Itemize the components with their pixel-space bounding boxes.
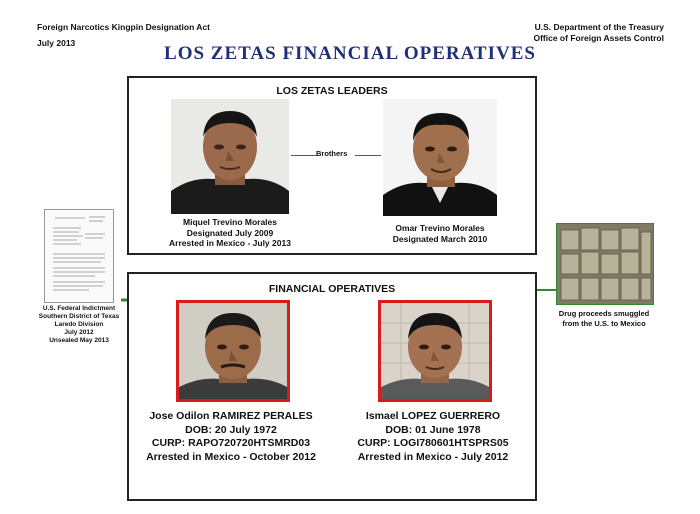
leader-arrest: Arrested in Mexico - July 2013 (169, 238, 291, 248)
header-date: July 2013 (37, 38, 76, 48)
operative-photo-lopez (378, 300, 492, 402)
brothers-line-right (355, 155, 381, 156)
operative-curp: CURP: LOGI780601HTSPRS05 (357, 437, 509, 449)
brothers-label: Brothers (316, 149, 348, 158)
leaders-box (127, 76, 537, 255)
leader-photo-miquel (171, 99, 289, 214)
leader-caption-omar (373, 223, 507, 244)
act-title: Foreign Narcotics Kingpin Designation Act (37, 22, 211, 32)
leader-photo-omar (383, 99, 497, 216)
indictment-line: U.S. Federal Indictment (42, 305, 116, 312)
operative-status: Arrested in Mexico - July 2012 (357, 450, 509, 463)
indictment-line: Southern District of Texas (38, 313, 120, 320)
operative-name: Ismael LOPEZ GUERRERO (365, 410, 501, 422)
indictment-line: Unsealed May 2013 (49, 337, 109, 344)
drug-line: Drug proceeds smuggled (558, 309, 650, 318)
page-title: LOS ZETAS FINANCIAL OPERATIVES (164, 43, 536, 64)
office-name: Office of Foreign Assets Control (533, 33, 664, 43)
operative-photo-ramirez (176, 300, 290, 402)
leader-caption-miquel (159, 217, 301, 249)
indictment-document-image (44, 209, 114, 303)
operative-curp: CURP: RAPO720720HTSMRD03 (151, 437, 311, 449)
operative-status: Arrested in Mexico - October 2012 (146, 450, 316, 463)
operatives-heading: FINANCIAL OPERATIVES (268, 283, 396, 295)
leader-name: Omar Trevino Morales (395, 223, 485, 233)
department-name: U.S. Department of the Treasury (534, 22, 664, 32)
drug-line: from the U.S. to Mexico (562, 318, 646, 328)
operative-name: Jose Odilon RAMIREZ PERALES (149, 410, 313, 422)
indictment-line: Laredo Division (54, 321, 104, 328)
operative-dob: DOB: 20 July 1972 (185, 423, 277, 436)
leader-name: Miquel Trevino Morales (183, 217, 277, 227)
brothers-line-left (291, 155, 317, 156)
operative-dob: DOB: 01 June 1978 (385, 423, 481, 436)
operative-caption-ramirez (131, 410, 331, 464)
leader-designation: Designated July 2009 (186, 227, 274, 238)
leader-designation: Designated March 2010 (392, 233, 488, 244)
indictment-line: July 2012 (64, 329, 94, 336)
indictment-caption (22, 305, 136, 345)
operatives-box (127, 272, 537, 501)
leaders-heading: LOS ZETAS LEADERS (276, 85, 388, 97)
drug-proceeds-caption (545, 309, 663, 328)
operative-caption-lopez (335, 410, 531, 464)
drug-proceeds-photo (556, 223, 654, 305)
